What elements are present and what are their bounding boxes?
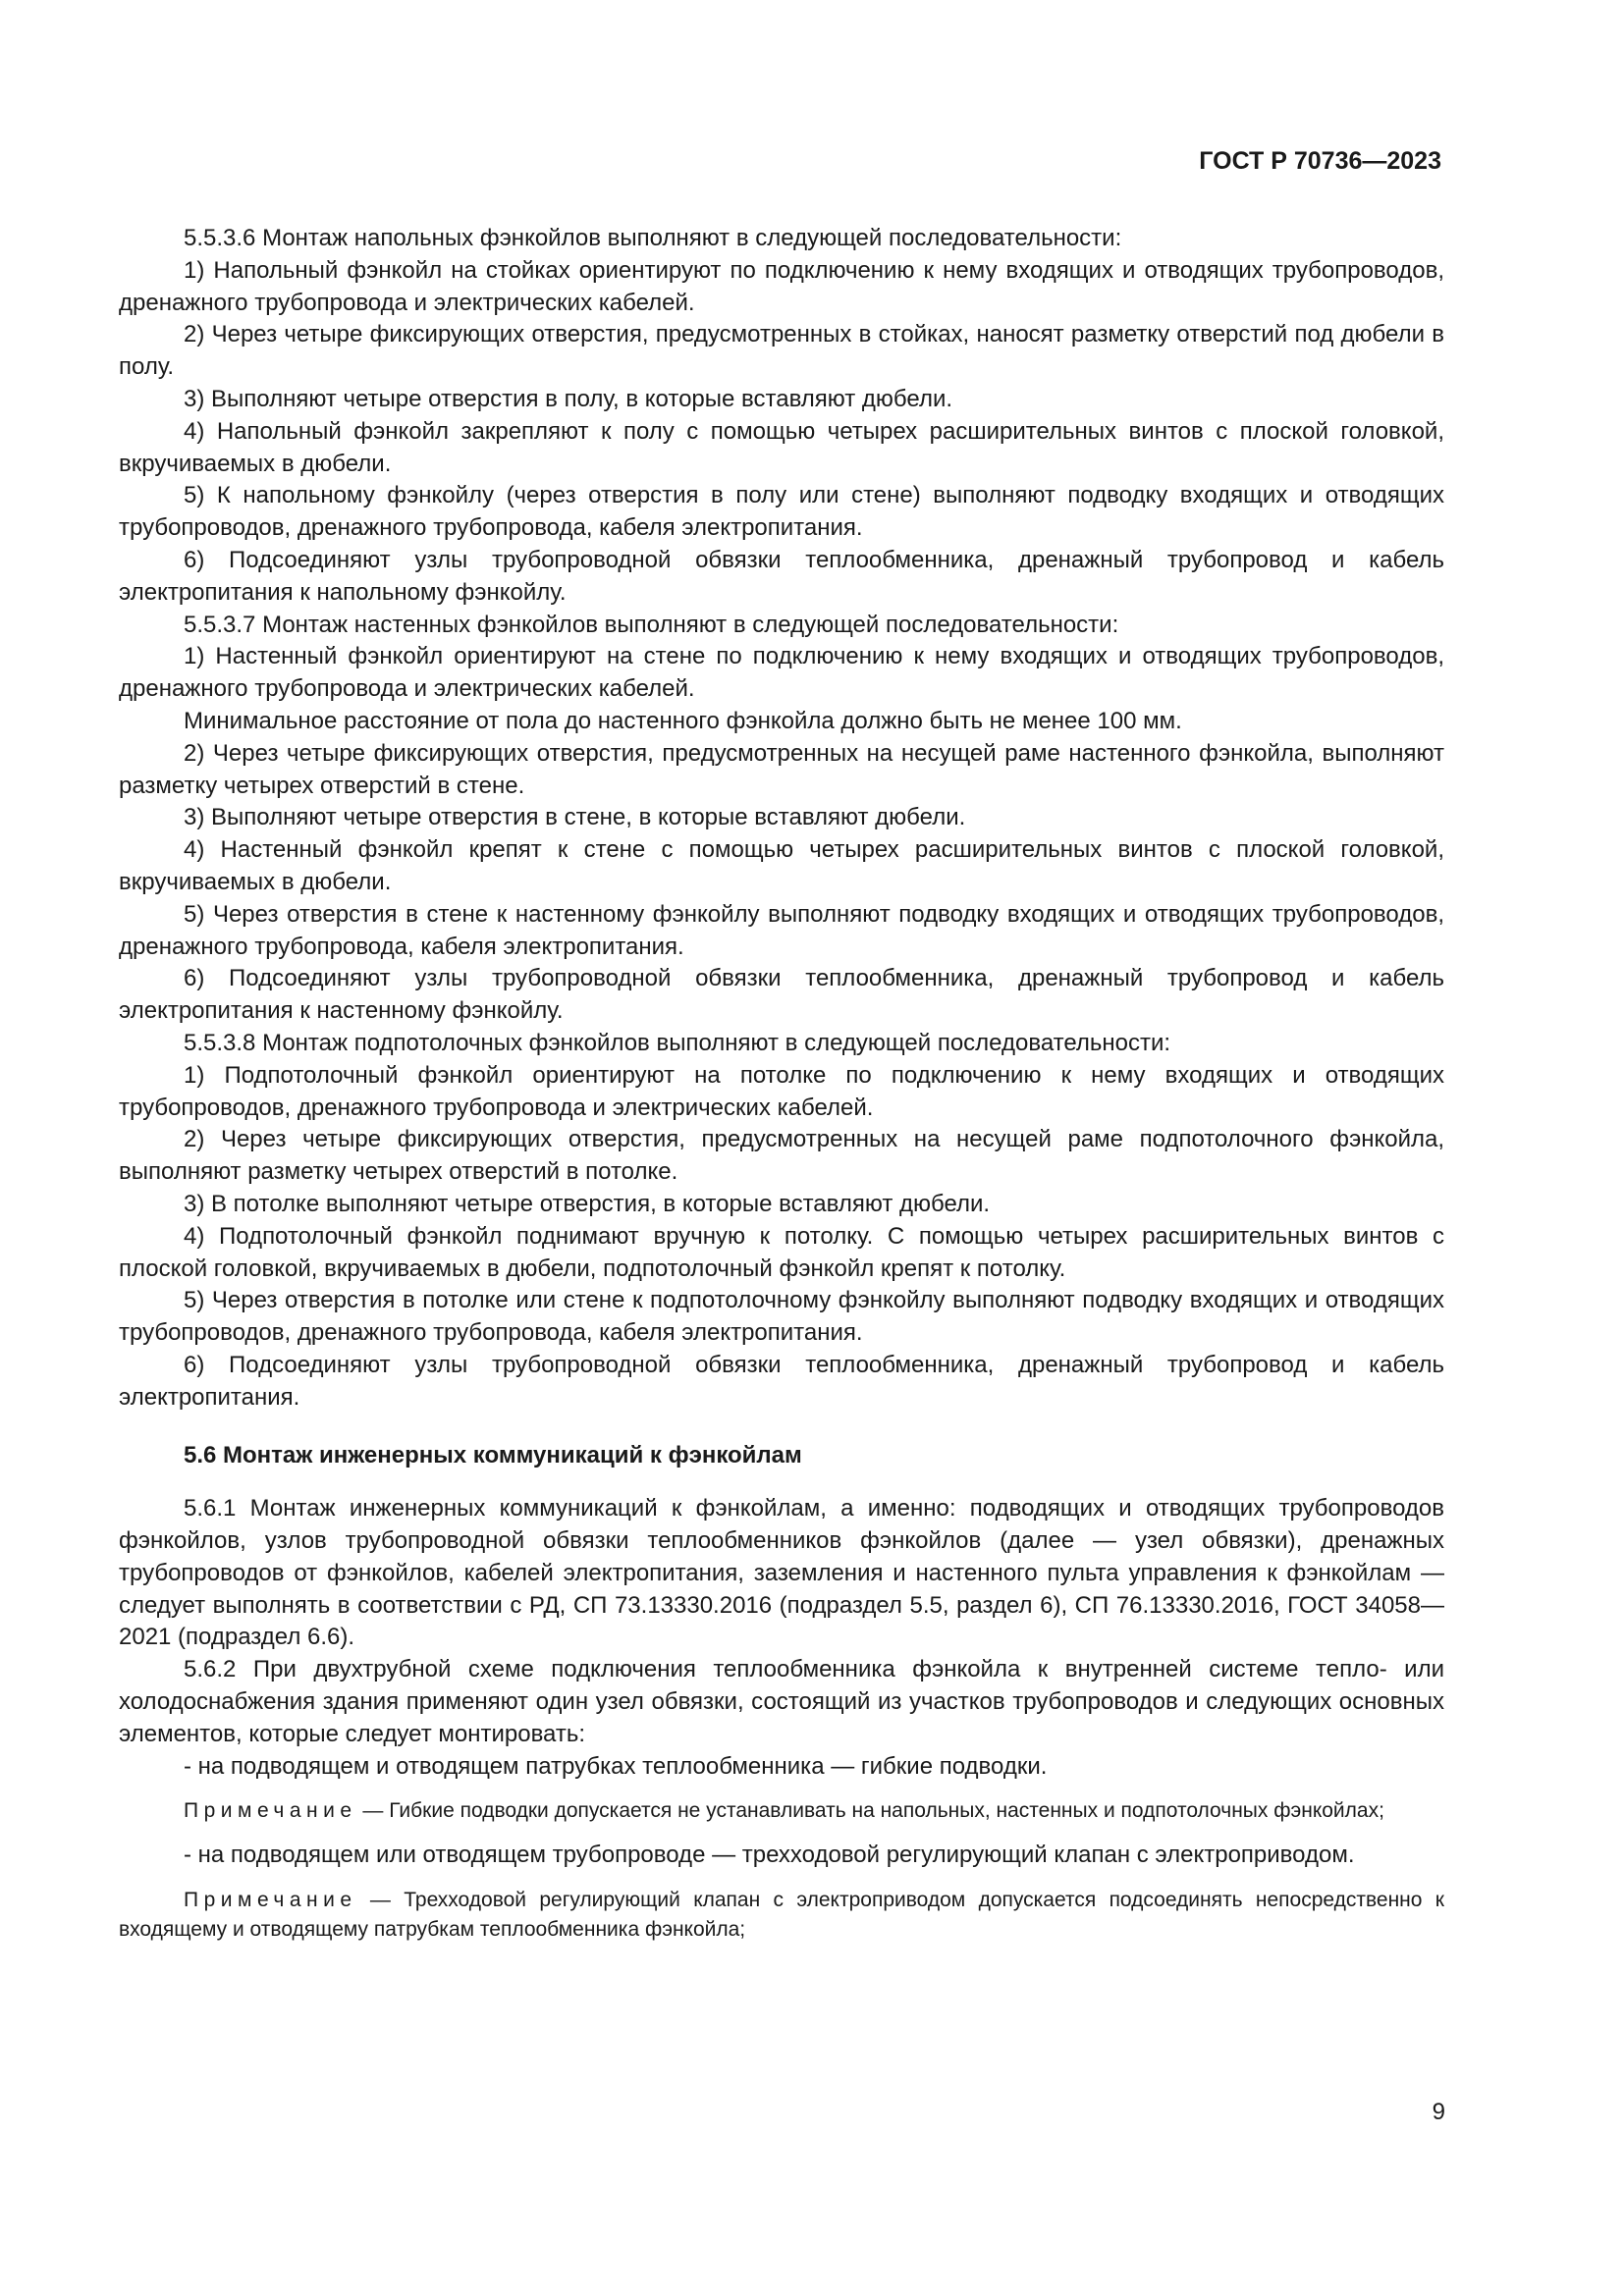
list-item: 6) Подсоединяют узлы трубопроводной обвязки теплообменника, дренажный трубопровод и кабель электропитания к напольному фэнкойлу. (119, 546, 1444, 606)
list-item: 6) Подсоединяют узлы трубопроводной обвязки теплообменника, дренажный трубопровод и кабель электропитания к настенному фэнкойлу. (119, 965, 1444, 1025)
list-item: 6) Подсоединяют узлы трубопроводной обвязки теплообменника, дренажный трубопровод и кабель электропитания. (119, 1351, 1444, 1411)
clause-5-6-2: 5.6.2 При двухтрубной схеме подключения теплообменника фэнкойла к внутренней системе тепло- или холодоснабжения здания применяют один узел обвязки, состоящий из участков трубопроводов и следующих основных элементов, которые следует монтировать: (119, 1656, 1444, 1747)
list-item: - на подводящем или отводящем трубопроводе — трехходовой регулирующий клапан с электроприводом. (184, 1842, 1355, 1869)
note-text: — Гибкие подводки допускается не устанавливать на напольных, настенных и подпотолочных фэнкойлах; (356, 1799, 1384, 1823)
note-label: Примечание (184, 1889, 357, 1912)
note-flexible-connections (119, 1796, 1444, 1826)
list-item: 5) Через отверстия в стене к настенному фэнкойлу выполняют подводку входящих и отводящих трубопроводов, дренажного трубопровода, кабеля электропитания. (119, 900, 1444, 960)
document-body (119, 223, 1444, 1958)
list-item: 3) В потолке выполняют четыре отверстия, в которые вставляют дюбели. (184, 1190, 991, 1217)
list-item: 2) Через четыре фиксирующих отверстия, предусмотренных на несущей раме настенного фэнкойла, выполняют разметку четырех отверстий в стене. (119, 739, 1444, 799)
note-text: — Трехходовой регулирующий клапан с электроприводом допускается подсоединять непосредственно к входящему и отводящему патрубкам теплообменника фэнкойла; (119, 1889, 1444, 1942)
list-item: 4) Настенный фэнкойл крепят к стене с помощью четырех расширительных винтов с плоской головкой, вкручиваемых в дюбели. (119, 836, 1444, 895)
list-item: 5) К напольному фэнкойлу (через отверстия в полу или стене) выполняют подводку входящих и отводящих трубопроводов, дренажного трубопровода, кабеля электропитания. (119, 482, 1444, 542)
clause-5-6-1: 5.6.1 Монтаж инженерных коммуникаций к фэнкойлам, а именно: подводящих и отводящих трубопроводов фэнкойлов, узлов трубопроводной обвязки теплообменников фэнкойлов (далее — узел обвязки), дренажных трубопроводов от фэнкойлов, кабелей электропитания, заземления и настенного пульта управления к фэнкойлам — следует выполнять в соответствии с РД, СП 73.13330.2016 (подраздел 5.5, раздел 6), СП 76.13330.2016, ГОСТ 34058—2021 (подраздел 6.6). (119, 1495, 1444, 1651)
note-label: Примечание (184, 1799, 357, 1823)
document-code-header: ГОСТ Р 70736—2023 (1199, 147, 1441, 175)
page-number: 9 (1432, 2099, 1445, 2125)
list-item: 4) Напольный фэнкойл закрепляют к полу с помощью четырех расширительных винтов с плоской головкой, вкручиваемых в дюбели. (119, 417, 1444, 477)
section-heading-5-6: 5.6 Монтаж инженерных коммуникаций к фэнкойлам (184, 1442, 802, 1469)
list-item: 2) Через четыре фиксирующих отверстия, предусмотренных в стойках, наносят разметку отверстий под дюбели в полу. (119, 321, 1444, 381)
paragraph: Минимальное расстояние от пола до настенного фэнкойла должно быть не менее 100 мм. (184, 707, 1182, 734)
list-item: 1) Настенный фэнкойл ориентируют на стене по подключению к нему входящих и отводящих трубопроводов, дренажного трубопровода и электрических кабелей. (119, 643, 1444, 703)
clause-5-5-3-8: 5.5.3.8 Монтаж подпотолочных фэнкойлов выполняют в следующей последовательности: (184, 1029, 1171, 1056)
list-item: 2) Через четыре фиксирующих отверстия, предусмотренных на несущей раме подпотолочного фэнкойла, выполняют разметку четырех отверстий в потолке. (119, 1126, 1444, 1186)
list-item: 1) Подпотолочный фэнкойл ориентируют на потолке по подключению к нему входящих и отводящих трубопроводов, дренажного трубопровода и электрических кабелей. (119, 1061, 1444, 1121)
list-item: 3) Выполняют четыре отверстия в стене, в которые вставляют дюбели. (184, 804, 966, 831)
clause-5-5-3-7: 5.5.3.7 Монтаж настенных фэнкойлов выполняют в следующей последовательности: (184, 611, 1119, 638)
list-item: 1) Напольный фэнкойл на стойках ориентируют по подключению к нему входящих и отводящих трубопроводов, дренажного трубопровода и электрических кабелей. (119, 256, 1444, 316)
clause-5-5-3-6: 5.5.3.6 Монтаж напольных фэнкойлов выполняют в следующей последовательности: (184, 225, 1122, 251)
list-item: 4) Подпотолочный фэнкойл поднимают вручную к потолку. С помощью четырех расширительных винтов с плоской головкой, вкручиваемых в дюбели, подпотолочный фэнкойл крепят к потолку. (119, 1222, 1444, 1282)
list-item: 3) Выполняют четыре отверстия в полу, в которые вставляют дюбели. (184, 385, 953, 412)
list-item: - на подводящем и отводящем патрубках теплообменника — гибкие подводки. (184, 1752, 1048, 1780)
note-control-valve (119, 1886, 1444, 1945)
list-item: 5) Через отверстия в потолке или стене к подпотолочному фэнкойлу выполняют подводку входящих и отводящих трубопроводов, дренажного трубопровода, кабеля электропитания. (119, 1287, 1444, 1347)
